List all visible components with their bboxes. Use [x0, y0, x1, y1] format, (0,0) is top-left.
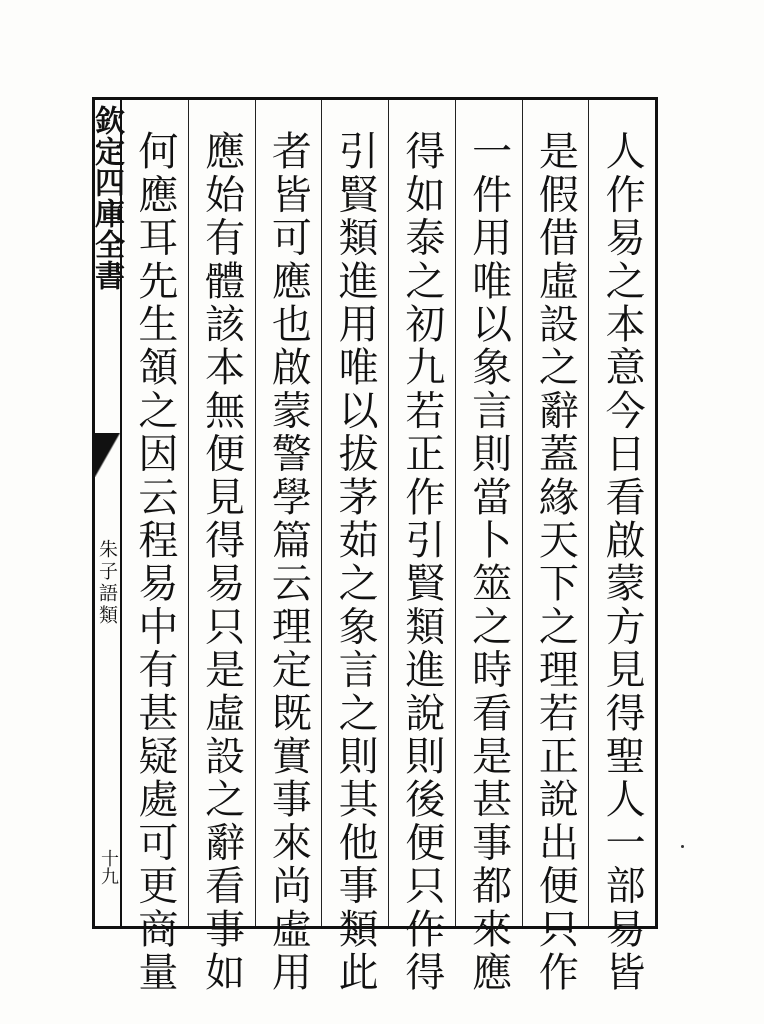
book-title: 欽定四庫全書 [89, 105, 124, 291]
column-text: 一件用唯以象言則當卜筮之時看是甚事都來應 [465, 130, 512, 994]
book-edge-column [89, 97, 124, 929]
text-column-4 [388, 100, 455, 994]
column-text: 者皆可應也啟蒙警學篇云理定既實事來尚虛用 [265, 130, 312, 994]
column-text: 何應耳先生頷之因云程易中有甚疑處可更商量 [131, 130, 178, 994]
ink-speck [681, 845, 684, 848]
text-column-8 [122, 100, 188, 994]
chapter-title: 朱子語類 [96, 539, 118, 627]
text-column-1 [588, 100, 655, 994]
folio-number: 十九 [98, 849, 119, 885]
text-column-2 [522, 100, 589, 994]
text-columns [122, 100, 655, 994]
column-text: 引賢類進用唯以拔茅茹之象言之則其他事類此 [332, 130, 379, 994]
text-column-3 [455, 100, 522, 994]
fishtail-mark [95, 433, 120, 477]
text-column-6 [255, 100, 322, 994]
column-text: 應始有體該本無便見得易只是虛設之辭看事如 [198, 130, 245, 994]
column-text: 得如泰之初九若正作引賢類進說則後便只作得 [398, 130, 445, 994]
text-column-5 [321, 100, 388, 994]
column-text: 人作易之本意今日看啟蒙方見得聖人一部易皆 [599, 130, 646, 994]
column-text: 是假借虛設之辭蓋緣天下之理若正說出便只作 [532, 130, 579, 994]
text-column-7 [188, 100, 255, 994]
